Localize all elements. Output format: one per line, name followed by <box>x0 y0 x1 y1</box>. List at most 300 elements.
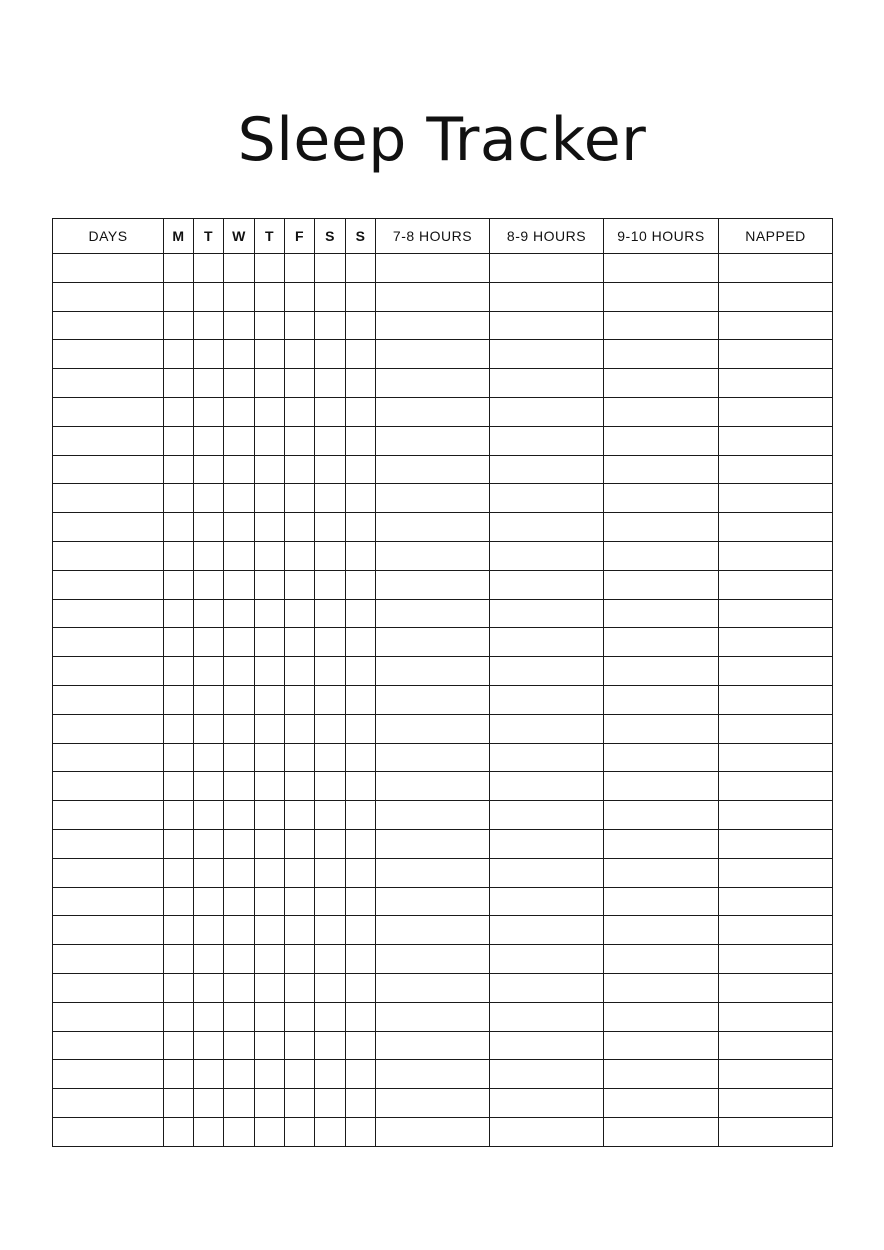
friday-cell[interactable] <box>285 743 315 772</box>
monday-cell[interactable] <box>164 829 194 858</box>
saturday-cell[interactable] <box>315 714 346 743</box>
8-9-hours-cell[interactable] <box>490 599 604 628</box>
tuesday-cell[interactable] <box>194 426 224 455</box>
8-9-hours-cell[interactable] <box>490 282 604 311</box>
7-8-hours-cell[interactable] <box>376 397 490 426</box>
tuesday-cell[interactable] <box>194 1060 224 1089</box>
napped-cell[interactable] <box>719 541 833 570</box>
8-9-hours-cell[interactable] <box>490 628 604 657</box>
8-9-hours-cell[interactable] <box>490 714 604 743</box>
7-8-hours-cell[interactable] <box>376 570 490 599</box>
sunday-cell[interactable] <box>346 570 376 599</box>
friday-cell[interactable] <box>285 369 315 398</box>
tuesday-cell[interactable] <box>194 945 224 974</box>
thursday-cell[interactable] <box>255 513 285 542</box>
day-cell[interactable] <box>53 369 164 398</box>
8-9-hours-cell[interactable] <box>490 455 604 484</box>
7-8-hours-cell[interactable] <box>376 628 490 657</box>
day-cell[interactable] <box>53 772 164 801</box>
8-9-hours-cell[interactable] <box>490 1060 604 1089</box>
monday-cell[interactable] <box>164 1060 194 1089</box>
day-cell[interactable] <box>53 426 164 455</box>
thursday-cell[interactable] <box>255 685 285 714</box>
friday-cell[interactable] <box>285 916 315 945</box>
7-8-hours-cell[interactable] <box>376 513 490 542</box>
saturday-cell[interactable] <box>315 887 346 916</box>
9-10-hours-cell[interactable] <box>604 743 719 772</box>
wednesday-cell[interactable] <box>224 570 255 599</box>
friday-cell[interactable] <box>285 1060 315 1089</box>
9-10-hours-cell[interactable] <box>604 1060 719 1089</box>
saturday-cell[interactable] <box>315 426 346 455</box>
monday-cell[interactable] <box>164 484 194 513</box>
thursday-cell[interactable] <box>255 829 285 858</box>
thursday-cell[interactable] <box>255 1060 285 1089</box>
7-8-hours-cell[interactable] <box>376 455 490 484</box>
tuesday-cell[interactable] <box>194 916 224 945</box>
thursday-cell[interactable] <box>255 311 285 340</box>
friday-cell[interactable] <box>285 858 315 887</box>
wednesday-cell[interactable] <box>224 1089 255 1118</box>
8-9-hours-cell[interactable] <box>490 829 604 858</box>
sunday-cell[interactable] <box>346 311 376 340</box>
7-8-hours-cell[interactable] <box>376 1060 490 1089</box>
wednesday-cell[interactable] <box>224 397 255 426</box>
tuesday-cell[interactable] <box>194 628 224 657</box>
9-10-hours-cell[interactable] <box>604 599 719 628</box>
8-9-hours-cell[interactable] <box>490 397 604 426</box>
sunday-cell[interactable] <box>346 340 376 369</box>
8-9-hours-cell[interactable] <box>490 570 604 599</box>
sunday-cell[interactable] <box>346 455 376 484</box>
tuesday-cell[interactable] <box>194 685 224 714</box>
9-10-hours-cell[interactable] <box>604 916 719 945</box>
sunday-cell[interactable] <box>346 743 376 772</box>
napped-cell[interactable] <box>719 628 833 657</box>
day-cell[interactable] <box>53 570 164 599</box>
8-9-hours-cell[interactable] <box>490 973 604 1002</box>
friday-cell[interactable] <box>285 1031 315 1060</box>
day-cell[interactable] <box>53 1031 164 1060</box>
friday-cell[interactable] <box>285 1089 315 1118</box>
sunday-cell[interactable] <box>346 1060 376 1089</box>
thursday-cell[interactable] <box>255 1117 285 1146</box>
saturday-cell[interactable] <box>315 1031 346 1060</box>
monday-cell[interactable] <box>164 455 194 484</box>
napped-cell[interactable] <box>719 714 833 743</box>
monday-cell[interactable] <box>164 513 194 542</box>
9-10-hours-cell[interactable] <box>604 1031 719 1060</box>
tuesday-cell[interactable] <box>194 1117 224 1146</box>
friday-cell[interactable] <box>285 254 315 283</box>
7-8-hours-cell[interactable] <box>376 282 490 311</box>
friday-cell[interactable] <box>285 657 315 686</box>
wednesday-cell[interactable] <box>224 513 255 542</box>
thursday-cell[interactable] <box>255 916 285 945</box>
wednesday-cell[interactable] <box>224 628 255 657</box>
wednesday-cell[interactable] <box>224 772 255 801</box>
wednesday-cell[interactable] <box>224 887 255 916</box>
monday-cell[interactable] <box>164 599 194 628</box>
wednesday-cell[interactable] <box>224 801 255 830</box>
friday-cell[interactable] <box>285 541 315 570</box>
9-10-hours-cell[interactable] <box>604 369 719 398</box>
sunday-cell[interactable] <box>346 397 376 426</box>
saturday-cell[interactable] <box>315 455 346 484</box>
day-cell[interactable] <box>53 657 164 686</box>
thursday-cell[interactable] <box>255 1002 285 1031</box>
7-8-hours-cell[interactable] <box>376 599 490 628</box>
9-10-hours-cell[interactable] <box>604 945 719 974</box>
napped-cell[interactable] <box>719 369 833 398</box>
thursday-cell[interactable] <box>255 657 285 686</box>
7-8-hours-cell[interactable] <box>376 1089 490 1118</box>
napped-cell[interactable] <box>719 916 833 945</box>
7-8-hours-cell[interactable] <box>376 772 490 801</box>
thursday-cell[interactable] <box>255 714 285 743</box>
9-10-hours-cell[interactable] <box>604 1117 719 1146</box>
napped-cell[interactable] <box>719 772 833 801</box>
wednesday-cell[interactable] <box>224 599 255 628</box>
day-cell[interactable] <box>53 282 164 311</box>
day-cell[interactable] <box>53 1117 164 1146</box>
9-10-hours-cell[interactable] <box>604 282 719 311</box>
sunday-cell[interactable] <box>346 829 376 858</box>
sunday-cell[interactable] <box>346 254 376 283</box>
day-cell[interactable] <box>53 973 164 1002</box>
9-10-hours-cell[interactable] <box>604 254 719 283</box>
9-10-hours-cell[interactable] <box>604 801 719 830</box>
9-10-hours-cell[interactable] <box>604 657 719 686</box>
sunday-cell[interactable] <box>346 1031 376 1060</box>
tuesday-cell[interactable] <box>194 1002 224 1031</box>
friday-cell[interactable] <box>285 426 315 455</box>
9-10-hours-cell[interactable] <box>604 772 719 801</box>
friday-cell[interactable] <box>285 513 315 542</box>
saturday-cell[interactable] <box>315 1117 346 1146</box>
friday-cell[interactable] <box>285 772 315 801</box>
sunday-cell[interactable] <box>346 973 376 1002</box>
9-10-hours-cell[interactable] <box>604 570 719 599</box>
day-cell[interactable] <box>53 714 164 743</box>
saturday-cell[interactable] <box>315 1060 346 1089</box>
napped-cell[interactable] <box>719 282 833 311</box>
friday-cell[interactable] <box>285 1117 315 1146</box>
8-9-hours-cell[interactable] <box>490 1117 604 1146</box>
sunday-cell[interactable] <box>346 772 376 801</box>
thursday-cell[interactable] <box>255 254 285 283</box>
7-8-hours-cell[interactable] <box>376 945 490 974</box>
wednesday-cell[interactable] <box>224 282 255 311</box>
napped-cell[interactable] <box>719 743 833 772</box>
monday-cell[interactable] <box>164 397 194 426</box>
9-10-hours-cell[interactable] <box>604 858 719 887</box>
thursday-cell[interactable] <box>255 1031 285 1060</box>
monday-cell[interactable] <box>164 1089 194 1118</box>
7-8-hours-cell[interactable] <box>376 657 490 686</box>
wednesday-cell[interactable] <box>224 541 255 570</box>
thursday-cell[interactable] <box>255 887 285 916</box>
tuesday-cell[interactable] <box>194 484 224 513</box>
saturday-cell[interactable] <box>315 513 346 542</box>
8-9-hours-cell[interactable] <box>490 254 604 283</box>
friday-cell[interactable] <box>285 685 315 714</box>
tuesday-cell[interactable] <box>194 772 224 801</box>
sunday-cell[interactable] <box>346 1117 376 1146</box>
napped-cell[interactable] <box>719 513 833 542</box>
monday-cell[interactable] <box>164 628 194 657</box>
friday-cell[interactable] <box>285 887 315 916</box>
wednesday-cell[interactable] <box>224 945 255 974</box>
saturday-cell[interactable] <box>315 858 346 887</box>
tuesday-cell[interactable] <box>194 714 224 743</box>
tuesday-cell[interactable] <box>194 397 224 426</box>
9-10-hours-cell[interactable] <box>604 455 719 484</box>
saturday-cell[interactable] <box>315 599 346 628</box>
saturday-cell[interactable] <box>315 1002 346 1031</box>
9-10-hours-cell[interactable] <box>604 829 719 858</box>
wednesday-cell[interactable] <box>224 311 255 340</box>
8-9-hours-cell[interactable] <box>490 541 604 570</box>
day-cell[interactable] <box>53 628 164 657</box>
monday-cell[interactable] <box>164 858 194 887</box>
thursday-cell[interactable] <box>255 599 285 628</box>
9-10-hours-cell[interactable] <box>604 311 719 340</box>
sunday-cell[interactable] <box>346 801 376 830</box>
saturday-cell[interactable] <box>315 254 346 283</box>
thursday-cell[interactable] <box>255 570 285 599</box>
saturday-cell[interactable] <box>315 1089 346 1118</box>
saturday-cell[interactable] <box>315 541 346 570</box>
saturday-cell[interactable] <box>315 340 346 369</box>
monday-cell[interactable] <box>164 1117 194 1146</box>
day-cell[interactable] <box>53 945 164 974</box>
sunday-cell[interactable] <box>346 887 376 916</box>
napped-cell[interactable] <box>719 973 833 1002</box>
day-cell[interactable] <box>53 1002 164 1031</box>
7-8-hours-cell[interactable] <box>376 254 490 283</box>
wednesday-cell[interactable] <box>224 916 255 945</box>
napped-cell[interactable] <box>719 685 833 714</box>
saturday-cell[interactable] <box>315 657 346 686</box>
monday-cell[interactable] <box>164 570 194 599</box>
monday-cell[interactable] <box>164 1002 194 1031</box>
day-cell[interactable] <box>53 513 164 542</box>
sunday-cell[interactable] <box>346 685 376 714</box>
8-9-hours-cell[interactable] <box>490 858 604 887</box>
7-8-hours-cell[interactable] <box>376 1031 490 1060</box>
friday-cell[interactable] <box>285 599 315 628</box>
saturday-cell[interactable] <box>315 570 346 599</box>
wednesday-cell[interactable] <box>224 973 255 1002</box>
sunday-cell[interactable] <box>346 282 376 311</box>
monday-cell[interactable] <box>164 657 194 686</box>
tuesday-cell[interactable] <box>194 254 224 283</box>
day-cell[interactable] <box>53 541 164 570</box>
sunday-cell[interactable] <box>346 513 376 542</box>
day-cell[interactable] <box>53 599 164 628</box>
saturday-cell[interactable] <box>315 916 346 945</box>
day-cell[interactable] <box>53 397 164 426</box>
wednesday-cell[interactable] <box>224 455 255 484</box>
napped-cell[interactable] <box>719 829 833 858</box>
day-cell[interactable] <box>53 1060 164 1089</box>
tuesday-cell[interactable] <box>194 282 224 311</box>
thursday-cell[interactable] <box>255 340 285 369</box>
napped-cell[interactable] <box>719 858 833 887</box>
wednesday-cell[interactable] <box>224 340 255 369</box>
9-10-hours-cell[interactable] <box>604 513 719 542</box>
9-10-hours-cell[interactable] <box>604 1002 719 1031</box>
monday-cell[interactable] <box>164 887 194 916</box>
tuesday-cell[interactable] <box>194 513 224 542</box>
saturday-cell[interactable] <box>315 369 346 398</box>
napped-cell[interactable] <box>719 887 833 916</box>
8-9-hours-cell[interactable] <box>490 484 604 513</box>
saturday-cell[interactable] <box>315 282 346 311</box>
napped-cell[interactable] <box>719 311 833 340</box>
monday-cell[interactable] <box>164 772 194 801</box>
monday-cell[interactable] <box>164 714 194 743</box>
tuesday-cell[interactable] <box>194 541 224 570</box>
friday-cell[interactable] <box>285 973 315 1002</box>
7-8-hours-cell[interactable] <box>376 801 490 830</box>
thursday-cell[interactable] <box>255 628 285 657</box>
7-8-hours-cell[interactable] <box>376 743 490 772</box>
saturday-cell[interactable] <box>315 397 346 426</box>
napped-cell[interactable] <box>719 340 833 369</box>
day-cell[interactable] <box>53 685 164 714</box>
wednesday-cell[interactable] <box>224 1117 255 1146</box>
wednesday-cell[interactable] <box>224 743 255 772</box>
tuesday-cell[interactable] <box>194 657 224 686</box>
thursday-cell[interactable] <box>255 1089 285 1118</box>
monday-cell[interactable] <box>164 369 194 398</box>
9-10-hours-cell[interactable] <box>604 541 719 570</box>
friday-cell[interactable] <box>285 570 315 599</box>
7-8-hours-cell[interactable] <box>376 916 490 945</box>
monday-cell[interactable] <box>164 973 194 1002</box>
napped-cell[interactable] <box>719 1031 833 1060</box>
7-8-hours-cell[interactable] <box>376 714 490 743</box>
monday-cell[interactable] <box>164 1031 194 1060</box>
thursday-cell[interactable] <box>255 426 285 455</box>
thursday-cell[interactable] <box>255 282 285 311</box>
8-9-hours-cell[interactable] <box>490 945 604 974</box>
day-cell[interactable] <box>53 829 164 858</box>
wednesday-cell[interactable] <box>224 484 255 513</box>
monday-cell[interactable] <box>164 254 194 283</box>
saturday-cell[interactable] <box>315 311 346 340</box>
monday-cell[interactable] <box>164 685 194 714</box>
napped-cell[interactable] <box>719 599 833 628</box>
8-9-hours-cell[interactable] <box>490 1031 604 1060</box>
8-9-hours-cell[interactable] <box>490 801 604 830</box>
day-cell[interactable] <box>53 455 164 484</box>
9-10-hours-cell[interactable] <box>604 685 719 714</box>
napped-cell[interactable] <box>719 455 833 484</box>
tuesday-cell[interactable] <box>194 887 224 916</box>
tuesday-cell[interactable] <box>194 1089 224 1118</box>
saturday-cell[interactable] <box>315 829 346 858</box>
9-10-hours-cell[interactable] <box>604 628 719 657</box>
7-8-hours-cell[interactable] <box>376 858 490 887</box>
sunday-cell[interactable] <box>346 628 376 657</box>
wednesday-cell[interactable] <box>224 829 255 858</box>
napped-cell[interactable] <box>719 397 833 426</box>
day-cell[interactable] <box>53 254 164 283</box>
monday-cell[interactable] <box>164 945 194 974</box>
8-9-hours-cell[interactable] <box>490 340 604 369</box>
saturday-cell[interactable] <box>315 743 346 772</box>
thursday-cell[interactable] <box>255 858 285 887</box>
tuesday-cell[interactable] <box>194 340 224 369</box>
wednesday-cell[interactable] <box>224 426 255 455</box>
8-9-hours-cell[interactable] <box>490 657 604 686</box>
9-10-hours-cell[interactable] <box>604 973 719 1002</box>
tuesday-cell[interactable] <box>194 369 224 398</box>
9-10-hours-cell[interactable] <box>604 1089 719 1118</box>
sunday-cell[interactable] <box>346 657 376 686</box>
napped-cell[interactable] <box>719 254 833 283</box>
tuesday-cell[interactable] <box>194 570 224 599</box>
7-8-hours-cell[interactable] <box>376 973 490 1002</box>
sunday-cell[interactable] <box>346 945 376 974</box>
7-8-hours-cell[interactable] <box>376 829 490 858</box>
sunday-cell[interactable] <box>346 1089 376 1118</box>
9-10-hours-cell[interactable] <box>604 340 719 369</box>
friday-cell[interactable] <box>285 311 315 340</box>
friday-cell[interactable] <box>285 484 315 513</box>
napped-cell[interactable] <box>719 484 833 513</box>
tuesday-cell[interactable] <box>194 829 224 858</box>
monday-cell[interactable] <box>164 801 194 830</box>
7-8-hours-cell[interactable] <box>376 340 490 369</box>
napped-cell[interactable] <box>719 1117 833 1146</box>
monday-cell[interactable] <box>164 743 194 772</box>
wednesday-cell[interactable] <box>224 685 255 714</box>
9-10-hours-cell[interactable] <box>604 426 719 455</box>
tuesday-cell[interactable] <box>194 455 224 484</box>
thursday-cell[interactable] <box>255 743 285 772</box>
friday-cell[interactable] <box>285 829 315 858</box>
friday-cell[interactable] <box>285 340 315 369</box>
day-cell[interactable] <box>53 858 164 887</box>
day-cell[interactable] <box>53 340 164 369</box>
9-10-hours-cell[interactable] <box>604 397 719 426</box>
7-8-hours-cell[interactable] <box>376 311 490 340</box>
day-cell[interactable] <box>53 801 164 830</box>
monday-cell[interactable] <box>164 916 194 945</box>
day-cell[interactable] <box>53 743 164 772</box>
sunday-cell[interactable] <box>346 541 376 570</box>
monday-cell[interactable] <box>164 282 194 311</box>
friday-cell[interactable] <box>285 714 315 743</box>
saturday-cell[interactable] <box>315 945 346 974</box>
8-9-hours-cell[interactable] <box>490 513 604 542</box>
8-9-hours-cell[interactable] <box>490 772 604 801</box>
9-10-hours-cell[interactable] <box>604 484 719 513</box>
9-10-hours-cell[interactable] <box>604 887 719 916</box>
sunday-cell[interactable] <box>346 858 376 887</box>
7-8-hours-cell[interactable] <box>376 1117 490 1146</box>
sunday-cell[interactable] <box>346 599 376 628</box>
napped-cell[interactable] <box>719 1089 833 1118</box>
8-9-hours-cell[interactable] <box>490 369 604 398</box>
8-9-hours-cell[interactable] <box>490 743 604 772</box>
day-cell[interactable] <box>53 484 164 513</box>
saturday-cell[interactable] <box>315 973 346 1002</box>
